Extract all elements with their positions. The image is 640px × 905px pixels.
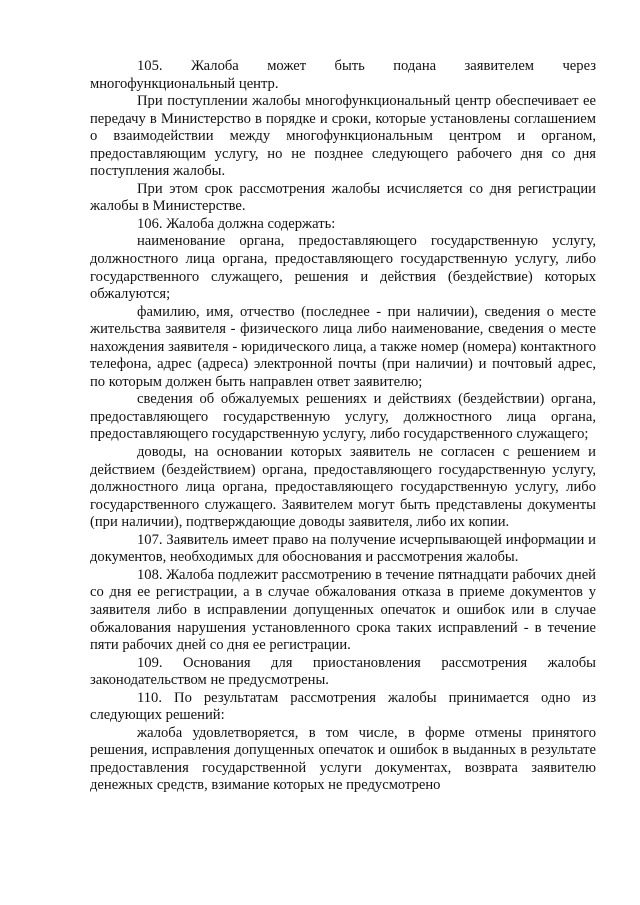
paragraph-107: 107. Заявитель имеет право на получение исчерпывающей информации и документов, необходимых для обоснования и рассмотрения жалобы. (90, 531, 596, 566)
document-page (90, 58, 596, 795)
paragraph-110: 110. По результатам рассмотрения жалобы принимается одно из следующих решений: (90, 689, 596, 724)
paragraph-review-period-start: При этом срок рассмотрения жалобы исчисляется со дня регистрации жалобы в Министерстве. (90, 180, 596, 215)
list-item-authority-name: наименование органа, предоставляющего государственную услугу, должностного лица органа, предоставляющего государственную услугу, либо государственного служащего, решения и действия (бездействие) которых обжалуются; (90, 233, 596, 303)
paragraph-106: 106. Жалоба должна содержать: (137, 215, 336, 232)
list-item-applicant-details: фамилию, имя, отчество (последнее - при наличии), сведения о месте жительства заявителя - физического лица либо наименование, сведения о месте нахождения заявителя - юридического лица, а также номер (номера) контактного телефона, адрес (адреса) электронной почты (при наличии) и почтовый адрес, по которым должен быть направлен ответ заявителю; (90, 303, 596, 390)
paragraph-mfc-transfer: При поступлении жалобы многофункциональный центр обеспечивает ее передачу в Министерство в порядке и сроки, которые установлены соглашением о взаимодействии между многофункциональным центром и органом, предоставляющим услугу, но не позднее следующего рабочего дня со дня поступления жалобы. (90, 93, 596, 180)
list-item-appealed-actions: сведения об обжалуемых решениях и действиях (бездействии) органа, предоставляющего государственную услугу, должностного лица органа, предоставляющего государственную услугу, либо государственного служащего; (90, 391, 596, 443)
paragraph-109: 109. Основания для приостановления рассмотрения жалобы законодательством не предусмотрены. (90, 654, 596, 689)
paragraph-105: 105. Жалоба может быть подана заявителем через многофункциональный центр. (90, 58, 596, 92)
list-item-arguments: доводы, на основании которых заявитель не согласен с решением и действием (бездействием) органа, предоставляющего государственную услугу, должностного лица органа, предоставляющего государственную услугу, либо государственного служащего. Заявителем могут быть представлены документы (при наличии), подтверждающие доводы заявителя, либо их копии. (90, 444, 596, 531)
paragraph-108: 108. Жалоба подлежит рассмотрению в течение пятнадцати рабочих дней со дня ее регистрации, а в случае обжалования отказа в приеме документов у заявителя либо в исправлении допущенных опечаток и ошибок или в случае обжалования нарушения установленного срока таких исправлений - в течение пяти рабочих дней со дня ее регистрации. (90, 566, 596, 654)
list-item-complaint-satisfied: жалоба удовлетворяется, в том числе, в форме отмены принятого решения, исправления допущенных опечаток и ошибок в выданных в результате предоставления государственной услуги документах, возврата заявителю денежных средств, взимание которых не предусмотрено (90, 724, 596, 794)
